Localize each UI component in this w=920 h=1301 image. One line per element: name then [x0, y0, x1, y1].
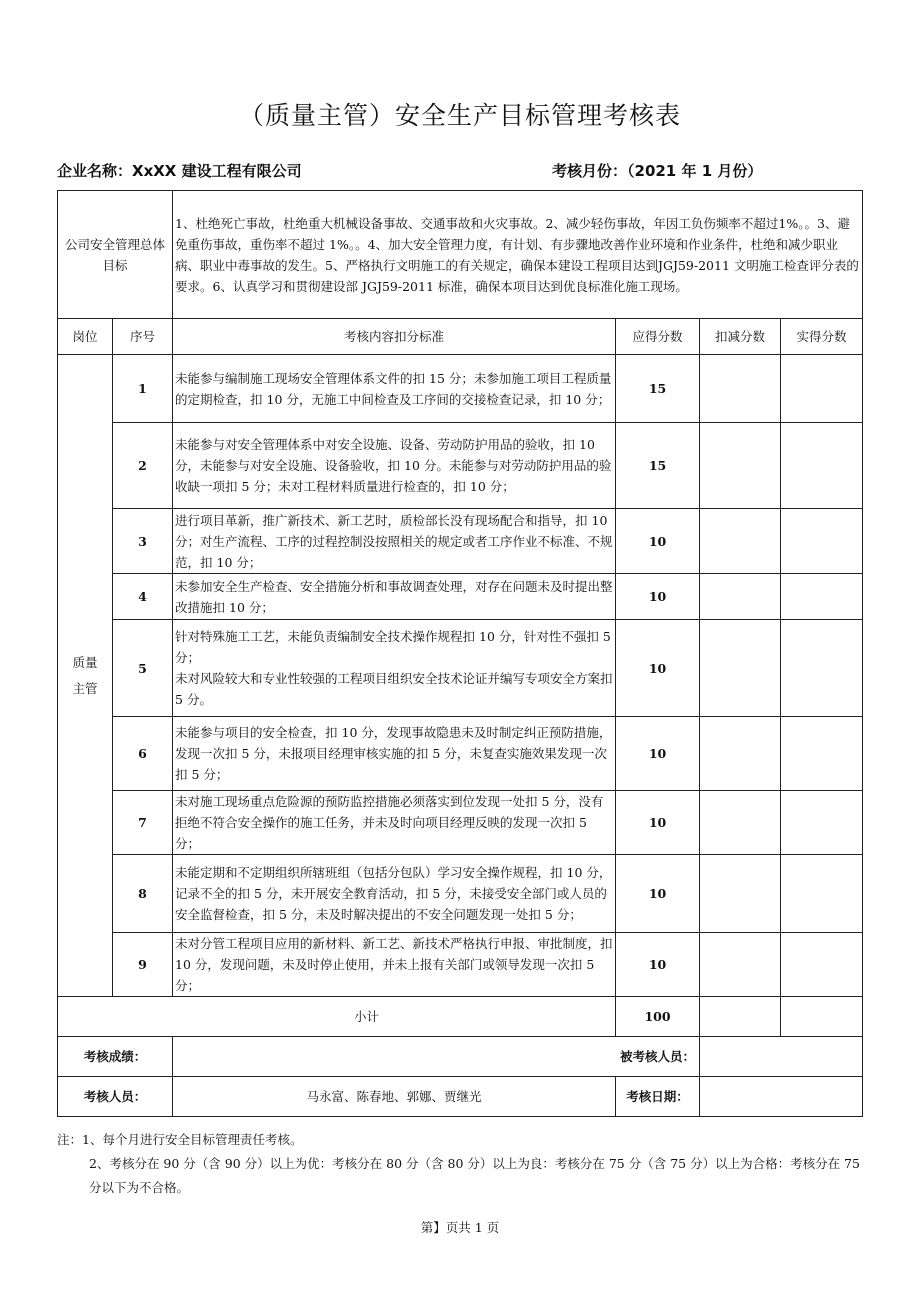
company-name: 企业名称：XxXX 建设工程有限公司 [57, 162, 302, 180]
item-no: 8 [113, 855, 173, 933]
goal-label: 公司安全管理总体目标 [58, 191, 173, 319]
note-2: 2、考核分在 90 分（含 90 分）以上为优：考核分在 80 分（含 80 分）以上为良：考核分在 75 分（含 75 分）以上为合格：考核分在 75 分以下为不合格。 [89, 1156, 860, 1195]
subtotal-score: 100 [616, 997, 700, 1037]
page-footer: 第】页共 1 页 [420, 1220, 500, 1235]
item-criteria: 进行项目革新，推广新技术、新工艺时，质检部长没有现场配合和指导，扣 10 分；对生产流程、工序的过程控制没按照相关的规定或者工序作业不标准、不规范，扣 10 分； [173, 509, 616, 574]
item-criteria: 未对分管工程项目应用的新材料、新工艺、新技术严格执行申报、审批制度，扣 10 分，发现问题，未及时停止使用，并未上报有关部门或领导发现一次扣 5 分； [173, 933, 616, 997]
assessment-month: 考核月份：（2021 年 1 月份） [552, 162, 763, 180]
assessment-table [57, 190, 863, 1117]
item-score: 15 [616, 355, 700, 423]
item-criteria: 未参加安全生产检查、安全措施分析和事故调查处理，对存在问题未及时提出整改措施扣 10 分； [173, 574, 616, 620]
item-score: 10 [616, 933, 700, 997]
table-row [58, 509, 863, 574]
table-row [58, 791, 863, 855]
table-row [58, 355, 863, 423]
table-row [58, 933, 863, 997]
deduct-cell[interactable] [700, 717, 781, 791]
subtotal-label [58, 997, 616, 1037]
header-actual: 实得分数 [781, 319, 863, 355]
item-no: 3 [113, 509, 173, 574]
header-due: 应得分数 [616, 319, 700, 355]
actual-cell[interactable] [781, 574, 863, 620]
subtotal-actual[interactable] [781, 997, 863, 1037]
goal-row [58, 191, 863, 319]
table-row [58, 717, 863, 791]
actual-cell[interactable] [781, 933, 863, 997]
item-criteria: 未能定期和不定期组织所辖班组（包括分包队）学习安全操作规程，扣 10 分，记录不全的扣 5 分，未开展安全教育活动，扣 5 分，未接受安全部门或人员的安全监督检查，扣 5 分，未及时解决提出的不安全问题发现一处扣 5 分； [173, 855, 616, 933]
post-cell [58, 355, 113, 997]
table-row [58, 855, 863, 933]
header-no: 序号 [113, 319, 173, 355]
item-no: 2 [113, 423, 173, 509]
goal-text: 1、杜绝死亡事故，杜绝重大机械设备事故、交通事故和火灾事故。2、减少轻伤事故，年因工负伤频率不超过1%。。3、避免重伤事故，重伤率不超过 1%。。4、加大安全管理力度，有计划、有步骤地改善作业环境和作业条件，杜绝和减少职业病、职业中毒事故的发生。5、严格执行文明施工的有关规定，确保本建设工程项目达到JGJ59-2011 文明施工检查评分表的要求。6、认真学习和贯彻建设部 JGJ59-2011 标准，确保本项目达到优良标准化施工现场。 [173, 191, 863, 319]
deduct-cell[interactable] [700, 855, 781, 933]
item-score: 10 [616, 574, 700, 620]
item-criteria: 未能参与项目的安全检查，扣 10 分，发现事故隐患未及时制定纠正预防措施，发现一次扣 5 分，未报项目经理审核实施的扣 5 分，未复查实施效果发现一次扣 5 分； [173, 717, 616, 791]
item-criteria: 未能参与编制施工现场安全管理体系文件的扣 15 分；未参加施工项目工程质量的定期检查，扣 10 分，无施工中间检查及工序间的交接检查记录，扣 10 分； [173, 355, 616, 423]
assessor-row [58, 1077, 863, 1117]
item-no: 4 [113, 574, 173, 620]
actual-cell[interactable] [781, 423, 863, 509]
actual-cell[interactable] [781, 855, 863, 933]
item-no: 1 [113, 355, 173, 423]
result-value[interactable] [173, 1037, 700, 1077]
examinee-value[interactable] [700, 1037, 863, 1077]
page-title: （质量主管）安全生产目标管理考核表 [238, 101, 681, 130]
item-score: 10 [616, 509, 700, 574]
assessor-label: 考核人员： [58, 1077, 173, 1117]
actual-cell[interactable] [781, 791, 863, 855]
post-name: 质量主管 [72, 654, 98, 696]
subtotal-row [58, 997, 863, 1037]
header-deduct: 扣减分数 [700, 319, 781, 355]
deduct-cell[interactable] [700, 509, 781, 574]
result-row [58, 1037, 863, 1077]
deduct-cell[interactable] [700, 423, 781, 509]
item-criteria: 未对施工现场重点危险源的预防监控措施必须落实到位发现一处扣 5 分，没有拒绝不符合安全操作的施工任务，并未及时向项目经理反映的发现一次扣 5 分； [173, 791, 616, 855]
item-no: 5 [113, 620, 173, 717]
assessor-names: 马永富、陈春地、郭娜、贾继光 [173, 1077, 616, 1117]
actual-cell[interactable] [781, 509, 863, 574]
item-criteria: 针对特殊施工工艺，未能负责编制安全技术操作规程扣 10 分，针对性不强扣 5 分； 未对风险较大和专业性较强的工程项目组织安全技术论证并编写专项安全方案扣 5 分。 [173, 620, 616, 717]
deduct-cell[interactable] [700, 791, 781, 855]
item-no: 6 [113, 717, 173, 791]
table-row [58, 423, 863, 509]
item-score: 10 [616, 620, 700, 717]
deduct-cell[interactable] [700, 574, 781, 620]
date-label: 考核日期： [616, 1077, 700, 1117]
deduct-cell[interactable] [700, 355, 781, 423]
item-criteria: 未能参与对安全管理体系中对安全设施、设备、劳动防护用品的验收，扣 10 分，未能参与对安全设施、设备验收，扣 10 分。未能参与对劳动防护用品的验收缺一项扣 5 分；未对工程材料质量进行检查的，扣 10 分； [173, 423, 616, 509]
actual-cell[interactable] [781, 355, 863, 423]
subtotal-deduct[interactable] [700, 997, 781, 1037]
item-score: 15 [616, 423, 700, 509]
table-row [58, 620, 863, 717]
deduct-cell[interactable] [700, 933, 781, 997]
date-value[interactable] [700, 1077, 863, 1117]
subtotal-label-text: 小计 [354, 1009, 380, 1024]
table-row [58, 574, 863, 620]
note-1: 注：1、每个月进行安全目标管理责任考核。 [57, 1132, 303, 1147]
item-no: 9 [113, 933, 173, 997]
actual-cell[interactable] [781, 620, 863, 717]
item-score: 10 [616, 717, 700, 791]
notes [57, 1128, 862, 1200]
examinee-label: 被考核人员： [620, 1049, 696, 1064]
header-criteria: 考核内容扣分标准 [173, 319, 616, 355]
header-row [58, 319, 863, 355]
actual-cell[interactable] [781, 717, 863, 791]
result-label: 考核成绩： [58, 1037, 173, 1077]
item-score: 10 [616, 791, 700, 855]
item-no: 7 [113, 791, 173, 855]
deduct-cell[interactable] [700, 620, 781, 717]
item-score: 10 [616, 855, 700, 933]
header-post: 岗位 [58, 319, 113, 355]
